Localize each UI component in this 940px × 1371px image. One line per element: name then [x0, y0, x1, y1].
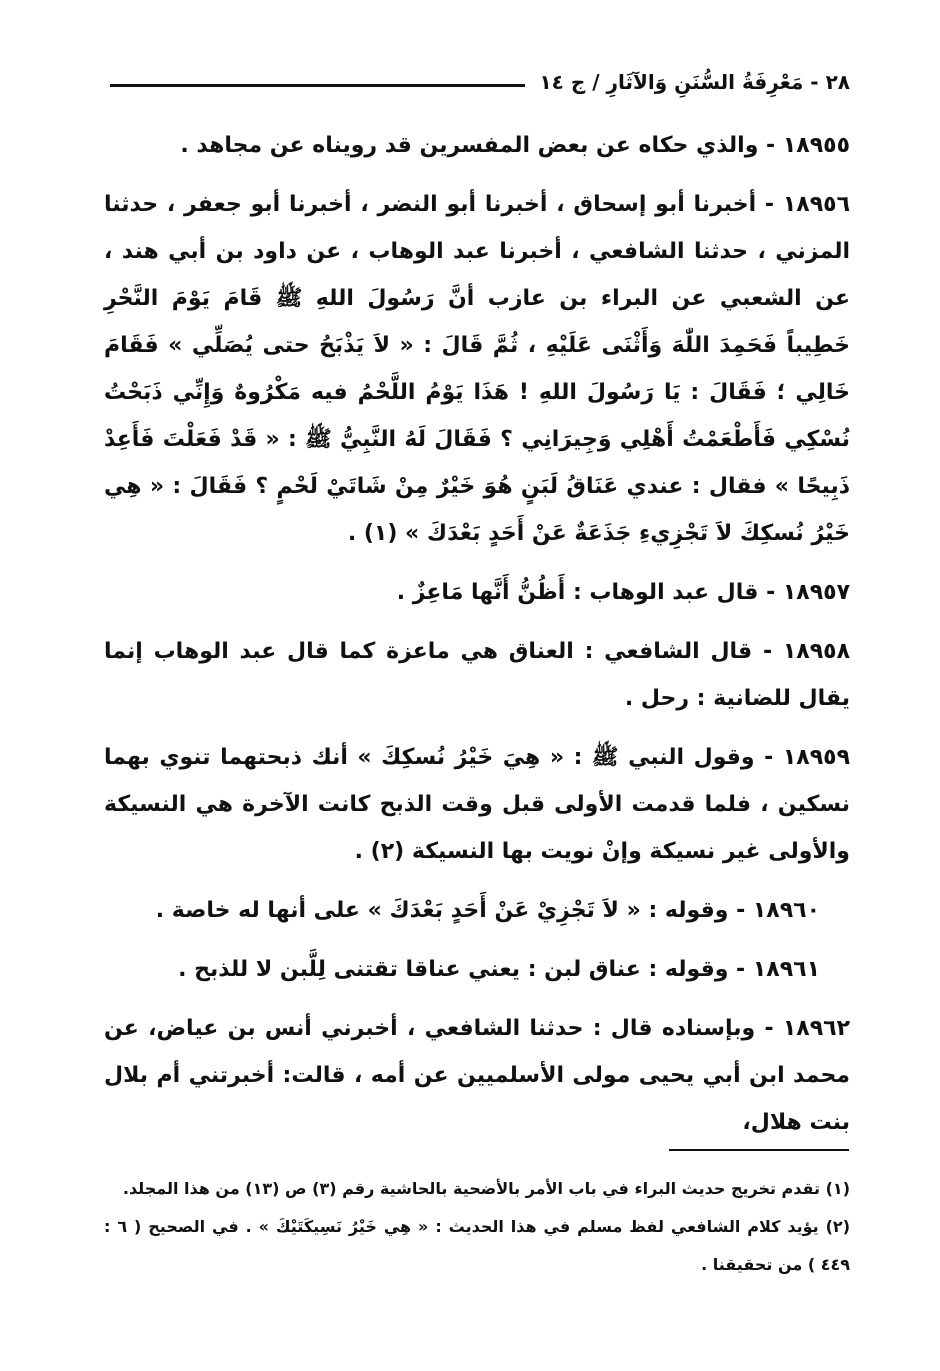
footnote-2: (٢) يؤيد كلام الشافعي لفظ مسلم في هذا الحديث : « هِي خَيْرُ نَسِيكَتَيْكَ » . في الصحيح ( ٦ : ٤٤٩ ) من تحقيقنا .	[104, 1217, 850, 1274]
paragraph-18962: ١٨٩٦٢ - وبإسناده قال : حدثنا الشافعي ، أخبرني أنس بن عياض، عن محمد ابن أبي يحيى مولى الأسلميين عن أمه ، قالت: أخبرتني أم بلال بنت هلال،	[104, 1016, 850, 1135]
paragraph-18958: ١٨٩٥٨ - قال الشافعي : العناق هي ماعزة كما قال عبد الوهاب إنما يقال للضانية : رحل .	[104, 639, 850, 711]
header-rule	[110, 84, 525, 87]
paragraph-18960: ١٨٩٦٠ - وقوله : « لاَ تَجْزِيْ عَنْ أَحَدٍ بَعْدَكَ » على أنها له خاصة .	[155, 898, 820, 923]
paragraph-18957: ١٨٩٥٧ - قال عبد الوهاب : أَظُنُّ أَنَّها مَاعِزٌ .	[396, 580, 850, 605]
page-header	[110, 62, 850, 102]
footnotes	[104, 1170, 850, 1284]
footnote-rule	[669, 1149, 849, 1151]
paragraph-18959: ١٨٩٥٩ - وقول النبي ﷺ : « هِيَ خَيْرُ نُسكِكَ » أنك ذبحتهما تنوي بهما نسكين ، فلما قدمت الأولى قبل وقت الذبح كانت الآخرة هي النسيكة والأولى غير نسيكة وإنْ نويت بها النسيكة (٢) .	[104, 745, 850, 864]
paragraph-18956: ١٨٩٥٦ - أخبرنا أبو إسحاق ، أخبرنا أبو النضر ، أخبرنا أبو جعفر ، حدثنا المزني ، حدثنا الشافعي ، أخبرنا عبد الوهاب ، عن داود بن أبي هند ، عن الشعبي عن البراء بن عازب أنَّ رَسُولَ اللهِ ﷺ قَامَ يَوْمَ النَّحْرِ خَطِيباً فَحَمِدَ اللّٰهَ وَأَثْنَى عَلَيْهِ ، ثُمَّ قَالَ : « لاَ يَذْبَحُ حتى يُصَلِّي » فَقَامَ خَالِي ؛ فَقَالَ : يَا رَسُولَ اللهِ ! هَذَا يَوْمُ اللَّحْمُ فيه مَكْرُوهٌ وَإِنِّي ذَبَحْتُ نُسْكِي فَأَطْعَمْتُ أَهْلِي وَجِيرَانِي ؟ فَقَالَ لَهُ النَّبِيُّ ﷺ : « قَدْ فَعَلْتَ فَأَعِدْ ذَبِيحًا » فقال : عندي عَنَاقُ لَبَنٍ هُوَ خَيْرٌ مِنْ شَاتَيْ لَحْمٍ ؟ فَقَالَ : « هِي خَيْرُ نُسكِكَ لاَ تَجْزِيءِ جَذَعَةٌ عَنْ أَحَدٍ بَعْدَكَ » (١) .	[104, 192, 850, 546]
paragraph-18955: ١٨٩٥٥ - والذي حكاه عن بعض المفسرين قد رويناه عن مجاهد .	[180, 133, 850, 158]
paragraph-18961: ١٨٩٦١ - وقوله : عناق لبن : يعني عناقا تقتنى لِلَّبن لا للذبح .	[178, 957, 820, 982]
main-text	[104, 122, 850, 1158]
footnote-1: (١) تقدم تخريج حديث البراء في باب الأمر بالأضحية بالحاشية رقم (٣) ص (١٣) من هذا المجلد.	[122, 1179, 850, 1198]
running-title: ٢٨ - مَعْرِفَةُ السُّنَنِ وَالآثَارِ / ج ١٤	[539, 70, 850, 94]
